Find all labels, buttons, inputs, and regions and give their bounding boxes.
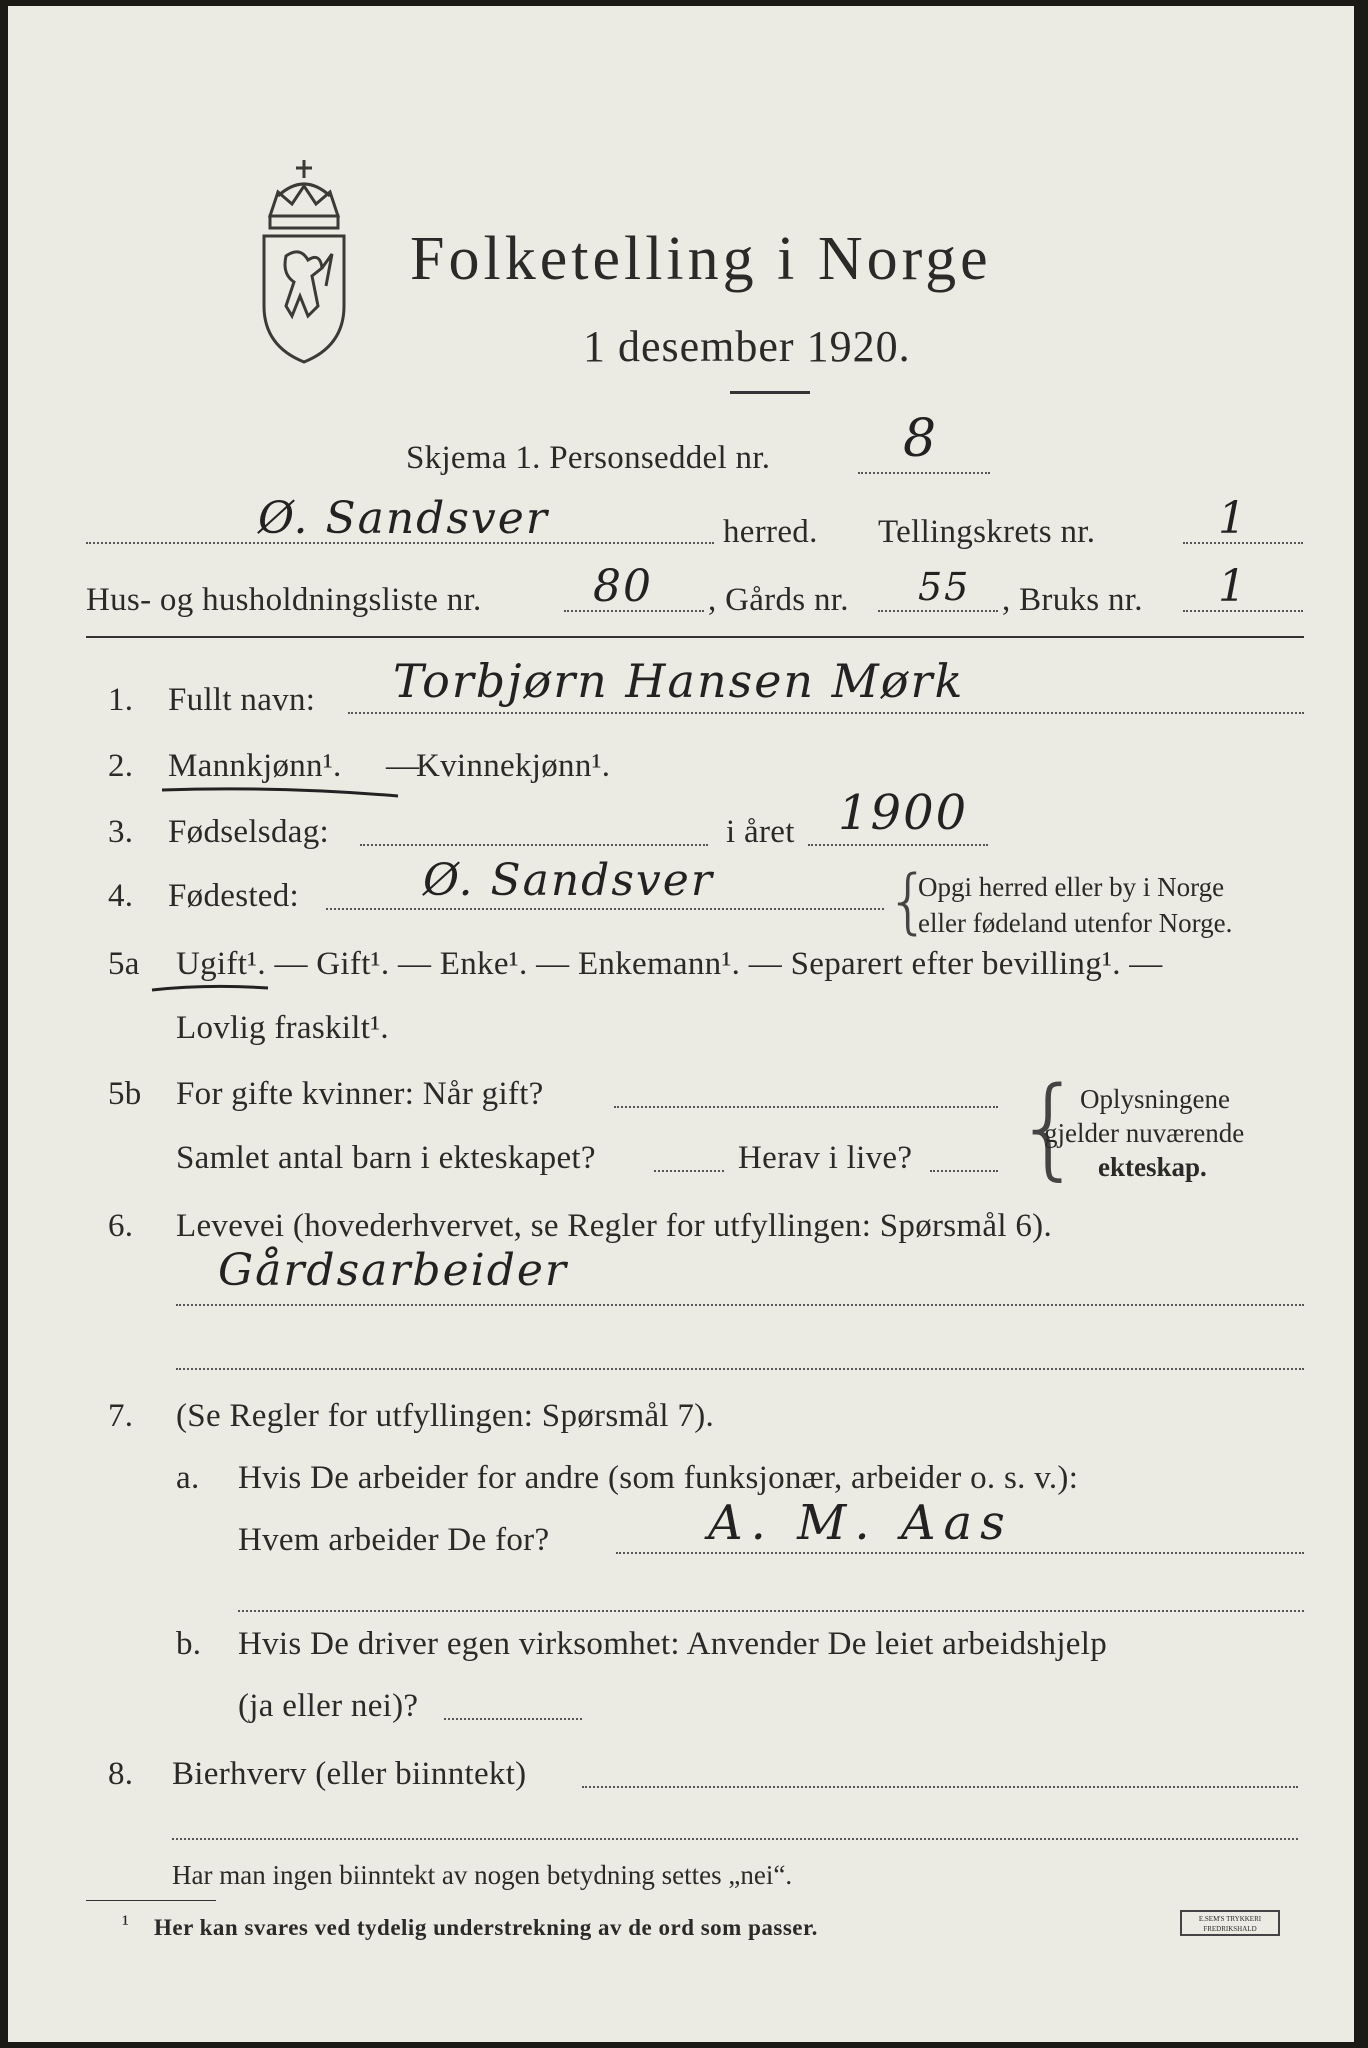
footnote-text: Her kan svares ved tydelig understrekning av de ord som passer. — [154, 1915, 818, 1940]
married-when-line — [614, 1106, 998, 1108]
coat-of-arms-icon — [248, 156, 360, 366]
bruks-nr-line — [1183, 610, 1303, 612]
bruks-nr-value[interactable]: 1 — [1218, 561, 1248, 612]
title-divider — [730, 391, 810, 394]
q7-label: (Se Regler for utfyllingen: Spørsmål 7). — [176, 1398, 715, 1434]
herred-label: herred. — [723, 514, 818, 550]
q2-dash: — — [386, 748, 420, 784]
q4-note-line1: Opgi herred eller by i Norge — [918, 872, 1225, 902]
q5b-children-label: Samlet antal barn i ekteskapet? — [176, 1140, 596, 1176]
employer-line1 — [616, 1552, 1304, 1554]
q7b-letter: b. — [176, 1626, 202, 1662]
bruks-label: , Bruks nr. — [1002, 582, 1143, 618]
full-name-value[interactable]: Torbjørn Hansen Mørk — [393, 654, 965, 708]
q5b-number: 5b — [108, 1076, 142, 1112]
q3-number: 3. — [108, 814, 134, 850]
birthday-line — [360, 844, 708, 846]
q7a-letter: a. — [176, 1460, 200, 1496]
side-income-line2 — [172, 1838, 1298, 1840]
hired-help-line — [444, 1718, 582, 1720]
skjema-label: Skjema 1. Personseddel nr. — [406, 440, 771, 476]
occupation-line1 — [176, 1304, 1304, 1306]
side-income-line1 — [582, 1786, 1298, 1788]
header-rule — [86, 636, 1304, 638]
tellingskrets-label: Tellingskrets nr. — [878, 514, 1096, 550]
q5b-married-when-label: For gifte kvinner: Når gift? — [176, 1076, 544, 1112]
q8-number: 8. — [108, 1756, 134, 1792]
q5b-note-line3: ekteskap. — [1098, 1152, 1207, 1182]
q7a-line1: Hvis De arbeider for andre (som funksjonær, arbeider o. s. v.): — [238, 1460, 1079, 1496]
footnote-rule — [86, 1900, 216, 1901]
personseddel-nr-value[interactable]: 8 — [903, 409, 939, 469]
birth-year-line — [808, 844, 988, 846]
employer-line2 — [238, 1610, 1304, 1612]
q2-number: 2. — [108, 748, 134, 784]
printer-stamp-text: E.SEM'S TRYKKERI FREDRIKSHALD — [1198, 1915, 1262, 1933]
q6-number: 6. — [108, 1208, 134, 1244]
q2-female-option[interactable]: Kvinnekjønn¹. — [416, 748, 611, 784]
q5a-number: 5a — [108, 946, 140, 982]
form-title: Folketelling i Norge — [410, 225, 992, 293]
q5b-alive-label: Herav i live? — [738, 1140, 913, 1176]
q5a-ugift-underline — [148, 978, 278, 998]
census-form — [8, 6, 1354, 2042]
gards-nr-value[interactable]: 55 — [918, 565, 971, 609]
personseddel-nr-line — [858, 472, 990, 474]
q4-number: 4. — [108, 878, 134, 914]
full-name-line — [348, 712, 1304, 714]
q7a-line2: Hvem arbeider De for? — [238, 1522, 550, 1558]
q1-number: 1. — [108, 682, 134, 718]
q1-label: Fullt navn: — [168, 682, 316, 718]
q5b-brace: { — [1014, 1063, 1084, 1191]
herred-line — [86, 542, 714, 544]
herred-value[interactable]: Ø. Sandsver — [258, 493, 549, 544]
tellingskrets-value[interactable]: 1 — [1218, 493, 1248, 544]
birth-year-value[interactable]: 1900 — [838, 785, 969, 841]
q7-number: 7. — [108, 1398, 134, 1434]
q3-year-label: i året — [726, 814, 795, 850]
hus-nr-line — [564, 610, 704, 612]
q7b-line2: (ja eller nei)? — [238, 1688, 419, 1724]
gards-nr-line — [878, 610, 998, 612]
q2-male-underline — [158, 782, 408, 802]
q3-label: Fødselsdag: — [168, 814, 329, 850]
printer-stamp — [1180, 1910, 1280, 1936]
q8-label: Bierhverv (eller biinntekt) — [172, 1756, 527, 1792]
employer-value[interactable]: A. M. Aas — [708, 1495, 1013, 1551]
q2-male-option[interactable]: Mannkjønn¹. — [168, 748, 342, 784]
footnote-mark: ¹ — [122, 1911, 129, 1936]
hus-nr-value[interactable]: 80 — [593, 561, 653, 612]
children-count-line — [654, 1170, 724, 1172]
occupation-value[interactable]: Gårdsarbeider — [218, 1245, 568, 1296]
tellingskrets-line — [1183, 542, 1303, 544]
q5b-note-line1: Oplysningene — [1080, 1084, 1230, 1114]
children-alive-line — [930, 1170, 998, 1172]
q7b-line1: Hvis De driver egen virksomhet: Anvender De leiet arbeidshjelp — [238, 1626, 1108, 1662]
gards-label: , Gårds nr. — [708, 582, 849, 618]
q4-brace: { — [886, 860, 931, 942]
q6-label: Levevei (hovederhvervet, se Regler for utfyllingen: Spørsmål 6). — [176, 1208, 1053, 1244]
birthplace-value[interactable]: Ø. Sandsver — [423, 855, 714, 906]
q5b-note-line2: gjelder nuværende — [1044, 1118, 1245, 1148]
q4-note-line2: eller fødeland utenfor Norge. — [918, 908, 1233, 938]
birthplace-line — [326, 908, 884, 910]
no-income-note: Har man ingen biinntekt av nogen betydning settes „nei“. — [172, 1860, 793, 1890]
occupation-line2 — [176, 1368, 1304, 1370]
q4-label: Fødested: — [168, 878, 300, 914]
form-date: 1 desember 1920. — [583, 322, 911, 371]
hus-label: Hus- og husholdningsliste nr. — [86, 582, 482, 618]
q5a-options[interactable]: Ugift¹. — Gift¹. — Enke¹. — Enkemann¹. — Separert efter bevilling¹. — — [176, 946, 1163, 982]
q5a-divorced-option[interactable]: Lovlig fraskilt¹. — [176, 1010, 389, 1046]
